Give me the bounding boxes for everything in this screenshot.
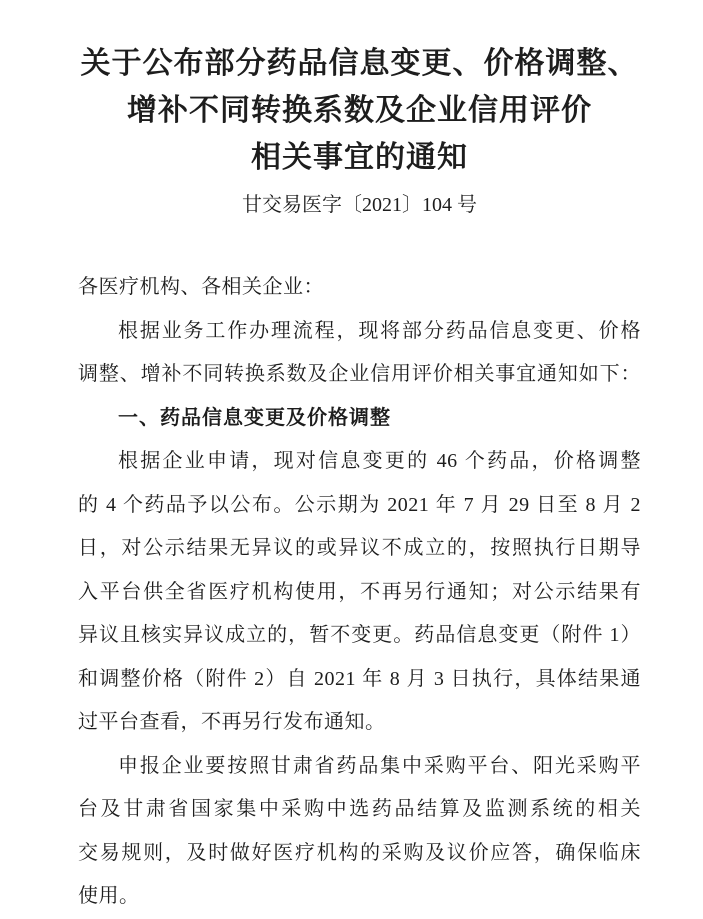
doc-number: 甘交易医字〔2021〕104 号: [242, 194, 477, 216]
body-line: 调整、增补不同转换系数及企业信用评价相关事宜通知如下：: [78, 363, 641, 385]
body-line: 入平台供全省医疗机构使用，不再另行通知；对公示结果有: [78, 580, 641, 603]
body-line: 和调整价格（附件 2）自 2021 年 8 月 3 日执行，具体结果通: [78, 667, 641, 690]
notice-title-line-2: 增补不同转换系数及企业信用评价: [127, 94, 592, 127]
body-line: 各医疗机构、各相关企业：: [78, 276, 324, 298]
notice-title-line-1: 关于公布部分药品信息变更、价格调整、: [80, 47, 639, 80]
section-heading: 一、药品信息变更及价格调整: [118, 406, 391, 429]
body-line: 过平台查看，不再另行发布通知。: [78, 711, 386, 733]
body-line: 交易规则，及时做好医疗机构的采购及议价应答，确保临床: [78, 841, 641, 864]
body-line: 的 4 个药品予以公布。公示期为 2021 年 7 月 29 日至 8 月 2: [78, 493, 641, 516]
body-line: 根据企业申请，现对信息变更的 46 个药品，价格调整: [118, 450, 641, 472]
body-line: 台及甘肃省国家集中采购中选药品结算及监测系统的相关: [78, 798, 641, 820]
notice-title: [78, 0, 641, 181]
body-line: 异议且核实异议成立的，暂不变更。药品信息变更（附件 1）: [78, 624, 641, 646]
notice-title-line-3: 相关事宜的通知: [251, 141, 468, 174]
body-line: 申报企业要按照甘肃省药品集中采购平台、阳光采购平: [118, 754, 641, 777]
body-line: 日，对公示结果无异议的或异议不成立的，按照执行日期导: [78, 537, 641, 559]
body-line: 使用。: [78, 885, 140, 907]
body-line: 根据业务工作办理流程，现将部分药品信息变更、价格: [118, 319, 641, 342]
notice-body: [78, 266, 641, 919]
